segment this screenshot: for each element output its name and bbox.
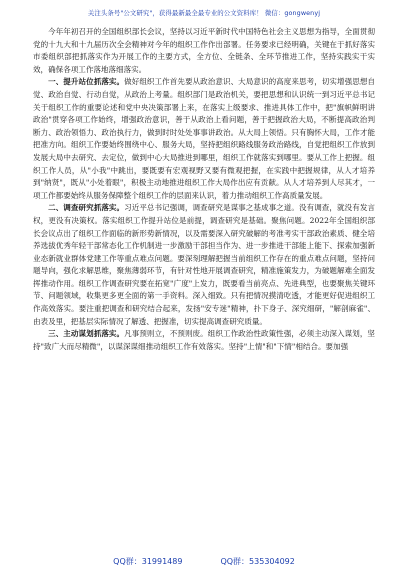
section-1-text: 做好组织工作首先要从政治意识、大局意识的高度来思考，切实增强思想自觉、政治自觉、行动自觉，从政治上考量。组织部门是政治机关，要把思想和认识统一到习近平总书记关于组织工作的重要论述和党中央决策部署上来，在落实上级要求、推进具体工作中，把"旗帜鲜明讲政治"贯穿各项工作始终，增强政治意识，善于从政治上看问题，善于把握政治大局，不断提高政治判断力、政治领悟力、政治执行力，做到时时处处事事讲政治。从大局上领悟。只有胸怀大局，工作才能把准方向。组织工作要始终围绕中心、服务大局，坚持把组织路线服务政治路线，自觉把组织工作放到发展大局中去研究、去定位，做到中心大局推进到哪里，组织工作就落实到哪里。要从工作上把握。组织工作人员，从"小我"中跳出，要既要有宏观视野又要有微观把握，在实践中把握规律，从人才培养到"纳贤"，既从"小处着眼"，积极主动地推进组织工作大局作出应有贡献。从人才培养到人尽其才，一项工作都要始终从服务保障整个组织工作的层面来认识，着力推动组织工作高质量发展。: [33, 77, 375, 200]
paragraph-section-3: [33, 328, 375, 353]
paragraph-intro: [33, 26, 375, 76]
paragraph-section-2: [33, 202, 375, 328]
paragraph-intro-text: 今年年初召开的全国组织部长会议，坚持以习近平新时代中国特色社会主义思想为指导，全面贯彻党的十九大和十九届历次全会精神对今年的组织工作作出部署。任务要求已经明确，关键在于抓好落实市委组织部把抓落实作为开展工作的主要方式，全方位、全链条、全环节推进工作，坚持实践实干实效，确保各项工作落地落细落实。: [33, 27, 375, 74]
paragraph-section-1: [33, 76, 375, 202]
section-1-heading: 一、提升站位抓落实。: [48, 77, 125, 87]
section-3-text: 凡事预则立，不预则废。组织工作政治性政策性强，必须主动深入谋划，坚持"致广大而尽精微"，以谋深谋细推动组织工作有效落实。坚持"上情"和"下情"相结合。要加强: [33, 329, 375, 351]
footer-qq-group-2: QQ群：535304092: [220, 557, 295, 566]
footer: [0, 556, 408, 567]
footer-qq-group-1: QQ群：31991489: [113, 557, 183, 566]
top-banner: 关注头条号"公文研究"，获得最新最全最专业的公文资料库！ 微信：gongwenyj: [87, 9, 321, 17]
section-2-heading: 二、调查研究抓落实。: [48, 203, 125, 213]
document-body: [33, 26, 375, 353]
section-2-text: 习近平总书记强调，调查研究是谋事之基成事之道。没有调查，就没有发言权，更没有决策权。落实组织工作提升站位是前提，调查研究是基础。聚焦问题。2022年全国组织部长会议点出了组织工作面临的新形势新情况，以及需要深入研究破解的考准考实干部政治素质、健全培养选拔优秀年轻干部常态化工作机制进一步激励干部担当作为、进一步推进干部能上能下、探索加强新业态新就业群体党建工作等重点难点问题。要深刻理解把握当前组织工作存在的重点难点问题，坚持问题导向，强化求解思维，聚焦薄弱环节，有针对性地开展调查研究，精准施策发力，为破题解难全面发挥推动作用。组织工作调查研究要在拓宽"广度"上发力，既要看当前亮点、先进典型，也要聚焦关键环节、问题领域，收集更多更全面的第一手资料。深入细致。只有把情况摸清吃透，才能更好促进组织工作高效落实。要注重把调查和研究结合起来，发扬"安专迷"精神，扑下身子、深究细研，"解剖麻雀"、由表及里，把基层实际情况了解透、把握准，切实提高调查研究质量。: [33, 203, 375, 326]
section-3-heading: 三、主动谋划抓落实。: [48, 329, 125, 339]
